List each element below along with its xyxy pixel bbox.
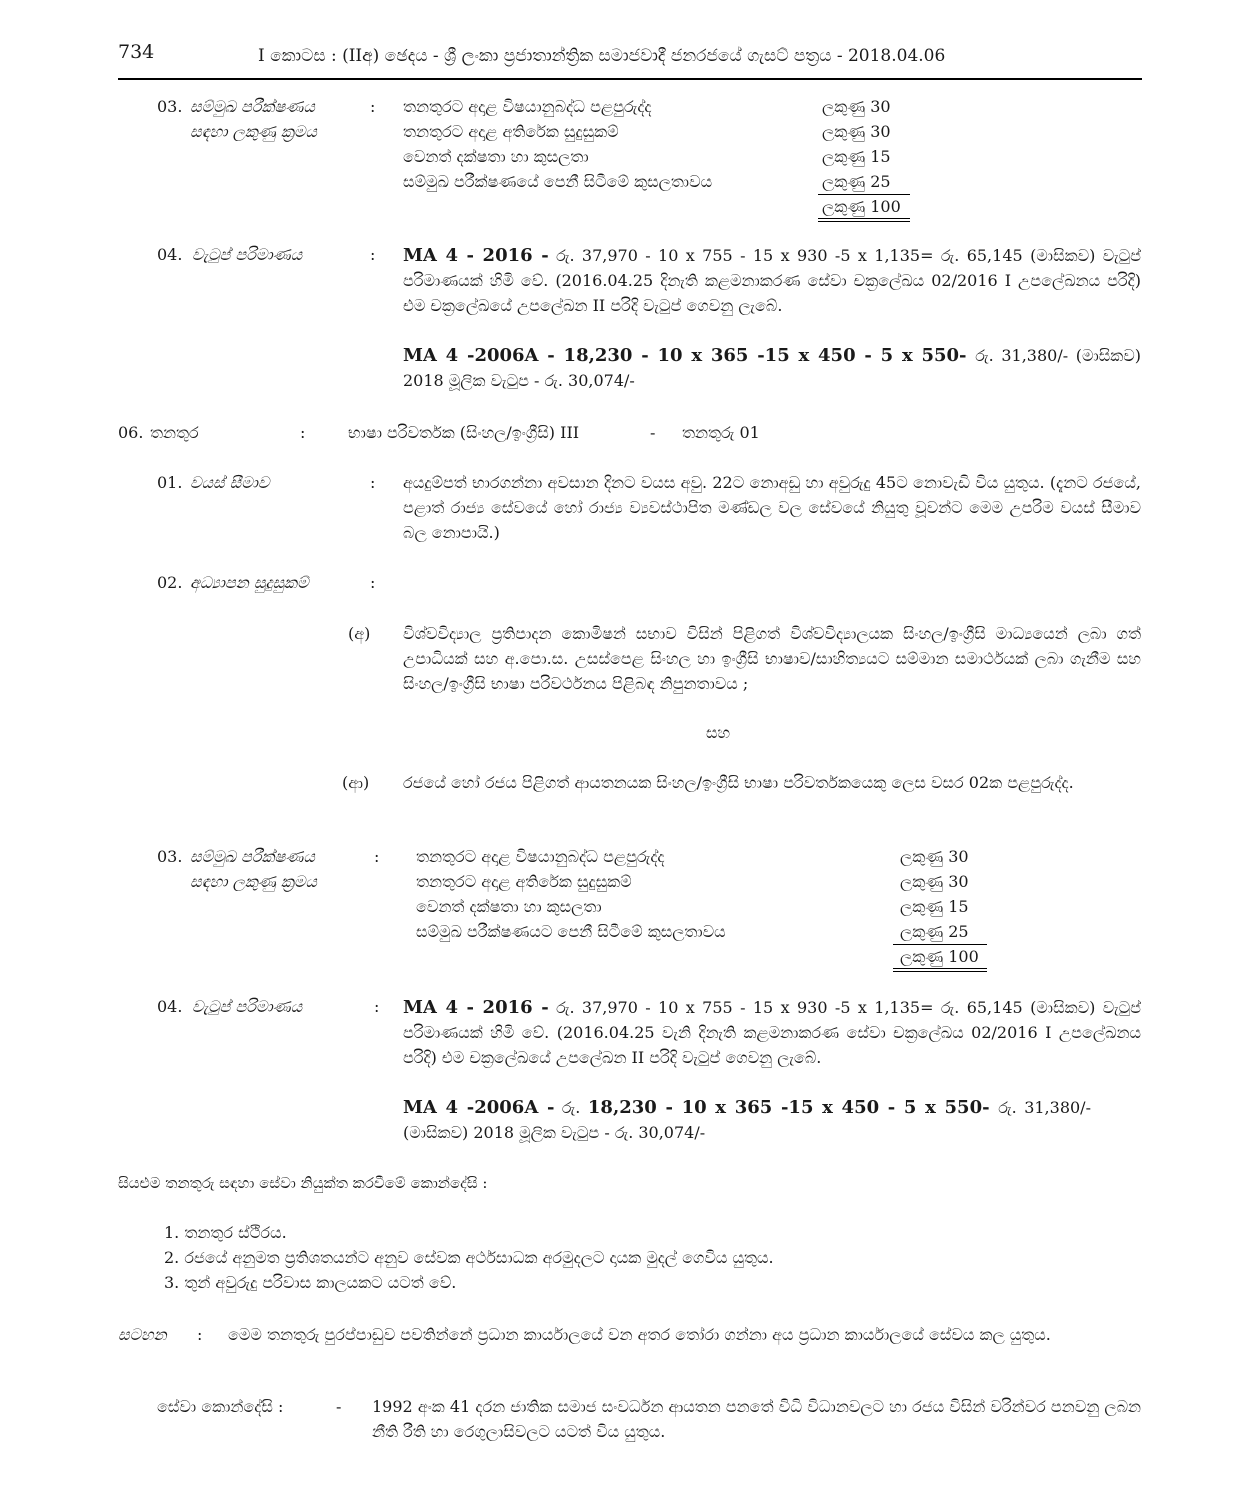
s1-salary-paragraph-2 (403, 343, 1141, 393)
condition-item-1: 1. තනතුර ස්ථිරය. (164, 1223, 287, 1242)
s2-salary-paragraph-1 (403, 995, 1141, 1070)
s1-sum-rule-top (818, 194, 910, 195)
s2-salary-scale-code: MA 4 - 2016 - (403, 997, 549, 1018)
s2-salary-label: වැටුප් පරිමාණය (192, 997, 303, 1016)
s1-sum-rule-bottom-2 (818, 221, 910, 222)
s2-edu-aa-text: රජයේ හෝ රජය පිළිගත් ආයතනයක සිංහල/ඉංග්‍රීසි භාෂා පරිවර්තකයෙකු ලෙස වසර 02ක පළපුරුද්ද. (403, 773, 1074, 792)
post-label: තනතුර (150, 423, 199, 442)
s2-edu-aa-marker: (ආ) (342, 773, 370, 792)
s2-row-3-marks: ලකුණු 15 (900, 897, 969, 916)
s2-salary-scale2-range: 18,230 - 10 x 365 -15 x 450 - 5 x 550- (587, 1097, 999, 1118)
s2-salary-scale2-text: රු. 31,380/- (මාසිකව) 2018 මූලික වැටුප - රු. 30,074/- (403, 1098, 1091, 1142)
s2-row-2-text: තනතුරට අදාළ අතිරේක සුදුසුකම් (416, 872, 632, 891)
s2-total-marks: ලකුණු 100 (900, 947, 979, 966)
s1-interview-colon: : (370, 97, 376, 116)
s1-salary-scale-code: MA 4 - 2016 - (403, 245, 549, 266)
s1-row-4-marks: ලකුණු 25 (822, 172, 891, 191)
s2-row-2-marks: ලකුණු 30 (900, 872, 969, 891)
s2-row-3-text: වෙනත් දක්ෂතා හා කුසලතා (416, 897, 602, 916)
s1-salary-scale2-text: රු. 31,380/- (මාසිකව) 2018 මූලික වැටුප - රු. 30,074/- (403, 346, 1142, 390)
s1-row-3-marks: ලකුණු 15 (822, 147, 891, 166)
s2-interview-num: 03. (157, 847, 183, 866)
service-label: සේවා කොන්දේසි : (157, 1397, 284, 1416)
s2-interview-label-1: සම්මුඛ පරීක්ෂණය (190, 847, 315, 866)
s1-salary-label: වැටුප් පරිමාණය (192, 245, 303, 264)
s1-row-1-marks: ලකුණු 30 (822, 97, 891, 116)
s2-edu-num: 02. (157, 573, 183, 592)
s2-age-colon: : (370, 473, 376, 492)
s1-interview-num: 03. (157, 97, 183, 116)
s2-salary-colon: : (374, 997, 380, 1016)
conditions-title: සියළුම තනතුරු සඳහා සේවා නියුක්ත කරවීමේ කොන්දේසි : (118, 1174, 488, 1192)
s1-interview-label-1: සම්මුඛ පරීක්ෂණය (190, 97, 315, 116)
header-rule (118, 78, 1142, 80)
s1-row-1-text: තනතුරට අදාළ විෂයානුබද්ධ පළපුරුද්ද (403, 97, 652, 116)
s1-salary-scale-text: රු. 37,970 - 10 x 755 - 15 x 930 -5 x 1,135= රු. 65,145 (මාසිකව) වැටුප් පරිමාණයක් හිමි වේ. (2016.04.25 දිනැති කළමනාකරණ සේවා චක්‍රලේඛය 02/2016 I උපලේඛනය පරිදි) එම චක්‍රලේඛයේ උපලේඛන II පරිදි වැටුප් ගෙවනු ලැබේ. (403, 246, 1141, 315)
s1-salary-scale2-code: MA 4 -2006A - 18,230 - 10 x 365 -15 x 450 - 5 x 550- (403, 345, 976, 366)
s1-total-marks: ලකුණු 100 (822, 197, 901, 216)
s2-salary-scale-text: රු. 37,970 - 10 x 755 - 15 x 930 -5 x 1,135= රු. 65,145 (මාසිකව) වැටුප් පරිමාණයක් හිමි වේ. (2016.04.25 වැනි දිනැති කළමනාකරණ සේවා චක්‍රලේඛය 02/2016 I උපලේඛනය පරිදි) එම චක්‍රලේඛයේ උපලේඛන II පරිදි වැටුප් ගෙවනු ලැබේ. (403, 998, 1141, 1067)
s2-sum-rule-bottom-1 (893, 968, 987, 969)
note-label: සටහන (118, 1325, 167, 1344)
s2-edu-and: සහ (706, 723, 731, 742)
page-number: 734 (118, 41, 155, 63)
s2-salary-num: 04. (157, 997, 183, 1016)
post-dash: - (650, 423, 656, 442)
service-dash: - (336, 1397, 342, 1416)
s2-edu-a-marker: (අ) (348, 624, 371, 643)
s2-row-4-marks: ලකුණු 25 (900, 922, 969, 941)
s1-row-4-text: සම්මුඛ පරීක්ෂණයේ පෙනී සිටීමේ කුසලතාවය (403, 172, 713, 191)
s1-row-2-text: තනතුරට අදාළ අතිරේක සුදුසුකම් (403, 122, 619, 141)
post-colon: : (300, 423, 306, 442)
s2-interview-label-2: සඳහා ලකුණු ක්‍රමය (190, 872, 317, 891)
page-header-title: I කොටස : (IIඅ) ඡෙදය - ශ්‍රී ලංකා ප්‍රජාතාන්ත්‍රික සමාජවාදී ජනරජයේ ගැසට් පත්‍රය - 2018.04.06 (258, 46, 946, 66)
post-title: භාෂා පරිවර්තක (සිංහල/ඉංග්‍රීසි) III (348, 423, 580, 442)
note-colon: : (197, 1325, 203, 1344)
s1-row-3-text: වෙනත් දක්ෂතා හා කුසලතා (403, 147, 589, 166)
post-num: 06. (118, 423, 144, 442)
s2-age-num: 01. (157, 473, 183, 492)
s1-sum-rule-bottom-1 (818, 218, 910, 219)
note-text: මෙම තනතුරු පුරප්පාඩුව පවතින්නේ ප්‍රධාන කාර්යාලයේ වන අතර තෝරා ගන්නා අය ප්‍රධාන කාර්යාලයේ සේවය කල යුතුය. (228, 1325, 1051, 1344)
s1-salary-paragraph-1 (403, 243, 1141, 318)
s2-salary-scale2-code: MA 4 -2006A - (403, 1097, 555, 1118)
s2-row-1-marks: ලකුණු 30 (900, 847, 969, 866)
s1-salary-num: 04. (157, 245, 183, 264)
s2-sum-rule-bottom-2 (893, 971, 987, 972)
post-count: තනතුරු 01 (682, 423, 760, 442)
s2-edu-a-text: විශ්වවිද්‍යාල ප්‍රතිපාදන කොමිෂන් සභාව විසින් පිළිගත් විශ්වවිද්‍යාලයක සිංහල/ඉංග්‍රීසි මාධ්‍යයෙන් ලබා ගත් උපාධියක් සහ අ.පො.ස. උසස්පෙළ සිංහල හා ඉංග්‍රීසි භාෂාව/සාහිත්‍යයට සම්මාන සමාර්ථයක් ලබා ගැනීම සහ සිංහල/ඉංග්‍රීසි භාෂා පරිවර්ථනය පිළිබඳ නිපුනතාවය ; (403, 624, 1141, 693)
condition-item-2: 2. රජයේ අනුමත ප්‍රතිශතයන්ට අනුව සේවක අර්ථසාධක අරමුදලට දායක මුදල් ගෙවිය යුතුය. (164, 1248, 774, 1267)
s2-edu-label: අධ්‍යාපන සුදුසුකම් (190, 573, 309, 592)
service-text: 1992 අංක 41 දරන ජාතික සමාජ සංවර්ධන ආයතන පනතේ විධි විධානවලට හා රජය විසින් වරින්වර පනවනු ලබන නීති රීති හා රෙගුලාසිවලට යටත් විය යුතුය. (372, 1397, 1141, 1441)
s2-salary-scale2-currency: රු. (554, 1098, 588, 1117)
s2-salary-paragraph-2 (403, 1095, 1091, 1145)
s1-interview-label-2: සඳහා ලකුණු ක්‍රමය (190, 122, 317, 141)
s2-edu-colon: : (370, 573, 376, 592)
s1-row-2-marks: ලකුණු 30 (822, 122, 891, 141)
s2-row-1-text: තනතුරට අදාළ විෂයානුබද්ධ පළපුරුද්ද (416, 847, 665, 866)
s2-sum-rule-top (893, 944, 987, 945)
condition-item-3: 3. තුන් අවුරුදු පරිවාස කාලයකට යටත් වේ. (164, 1273, 457, 1292)
s2-age-label: වයස් සීමාව (190, 473, 270, 492)
s2-row-4-text: සම්මුඛ පරීක්ෂණයට පෙනී සිටීමේ කුසලතාවය (416, 922, 726, 941)
s2-interview-colon: : (374, 847, 380, 866)
s2-age-text: අයදුම්පත් භාරගන්නා අවසාන දිනට වයස අවු. 22ට නොඅඩු හා අවුරුදු 45ට නොවැඩි විය යුතුය. (දැනට රජයේ, පළාත් රාජ්‍ය සේවයේ හෝ රාජ්‍ය ව්‍යවස්ථාපිත මණ්ඩල වල සේවයේ නියුතු වූවන්ට මෙම උපරිම වයස් සීමාව බල නොපායි.) (403, 473, 1141, 542)
s1-salary-colon: : (370, 245, 376, 264)
